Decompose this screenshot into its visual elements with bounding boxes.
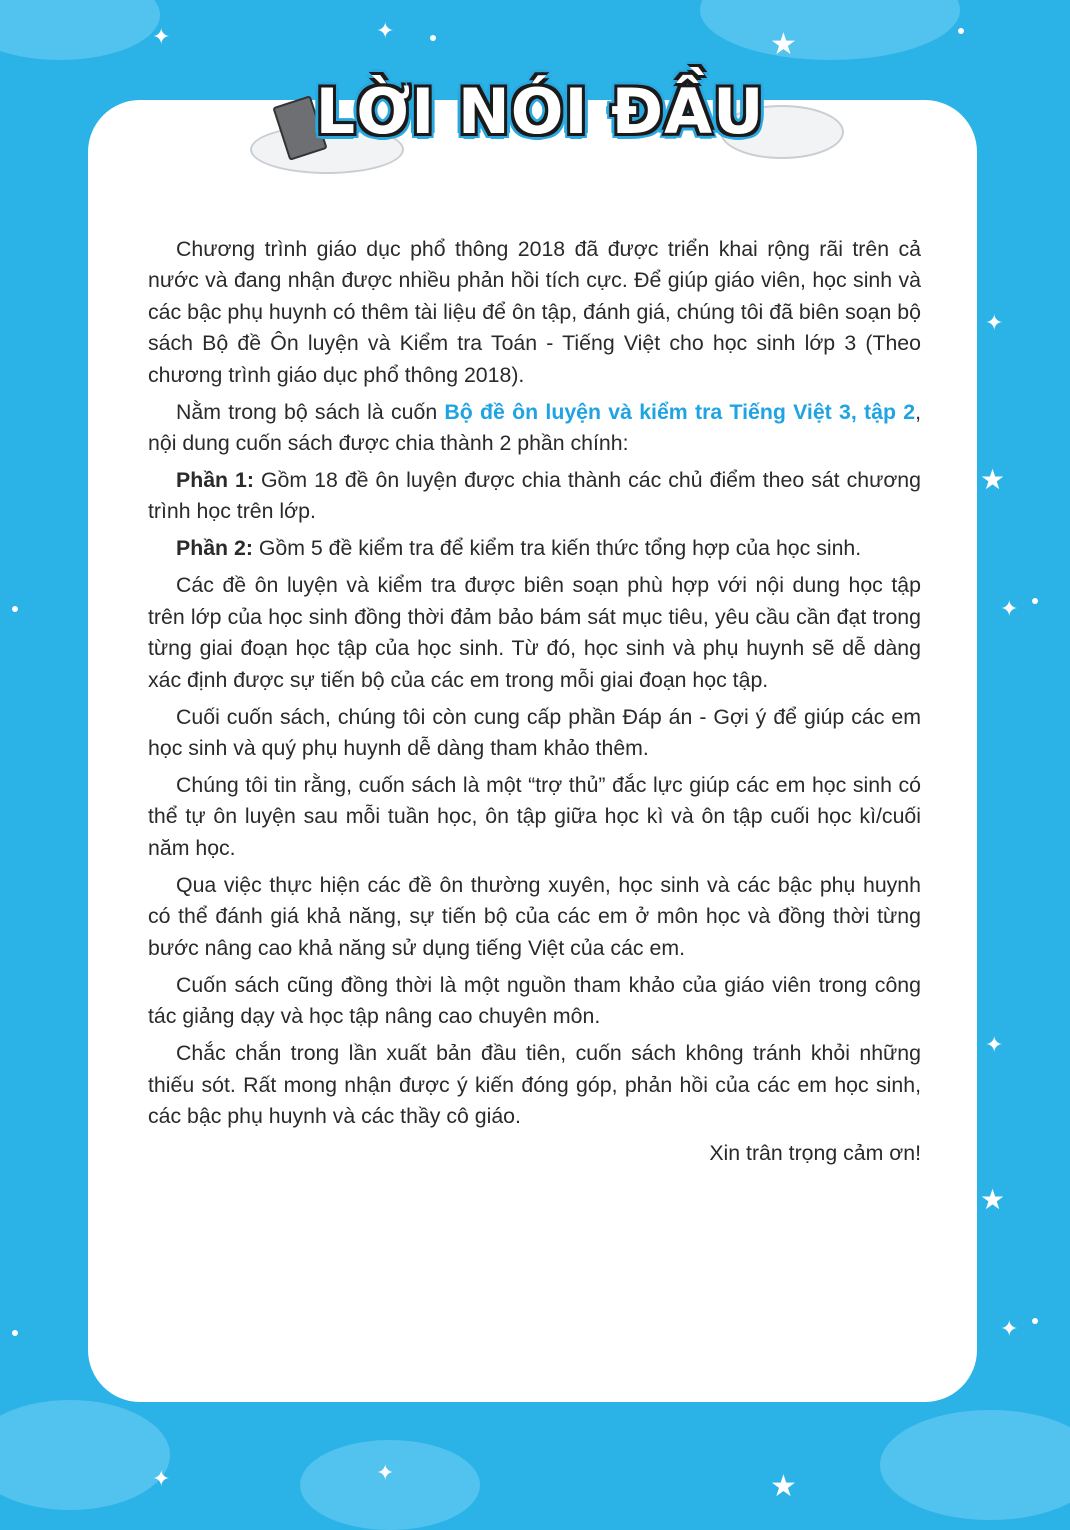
part-label: Phần 2: xyxy=(176,536,253,561)
cloud-decoration xyxy=(880,1410,1070,1520)
paragraph: Chắc chắn trong lần xuất bản đầu tiên, cuốn sách không tránh khỏi những thiếu sót. Rất mong nhận được ý kiến đóng góp, phản hồi của các em học sinh, các bậc phụ huynh và các thầy cô giáo. xyxy=(148,1041,921,1128)
cloud-decoration xyxy=(0,1400,170,1510)
cloud-decoration xyxy=(700,0,960,60)
star-icon: ✦ xyxy=(376,18,395,43)
text: Nằm trong bộ sách là cuốn xyxy=(176,399,445,424)
paragraph xyxy=(148,397,921,460)
cloud-decoration xyxy=(300,1440,480,1530)
star-icon: ★ xyxy=(770,1470,797,1503)
text: , nội dung cuốn sách được chia thành 2 phần chính: xyxy=(148,399,921,456)
part-label: Phần 1: xyxy=(176,468,254,493)
page-title: LỜI NÓI ĐẦU xyxy=(315,75,765,148)
paragraph: Qua việc thực hiện các đề ôn thường xuyên, học sinh và các bậc phụ huynh có thể đánh giá khả năng, sự tiến bộ của các em ở môn học và đồng thời từng bước nâng cao khả năng sử dụng tiếng Việt của các em. xyxy=(148,872,921,960)
star-icon: ✦ xyxy=(152,24,171,49)
dot-decoration xyxy=(430,35,436,41)
dot-decoration xyxy=(958,28,964,34)
star-icon: ✦ xyxy=(985,1032,1004,1057)
cloud-decoration xyxy=(0,0,160,60)
star-icon: ✦ xyxy=(152,1466,171,1491)
star-icon: ★ xyxy=(770,28,797,61)
paragraph xyxy=(148,533,921,564)
star-icon: ★ xyxy=(980,464,1006,495)
star-icon: ✦ xyxy=(1000,1316,1019,1341)
paragraph: Chương trình giáo dục phổ thông 2018 đã được triển khai rộng rãi trên cả nước và đang nhận được nhiều phản hồi tích cực. Để giúp giáo viên, học sinh và các bậc phụ huynh có thêm tài liệu để ôn tập, đánh giá, chúng tôi đã biên soạn bộ sách Bộ đề Ôn luyện và Kiểm tra Toán - Tiếng Việt cho học sinh lớp 3 (Theo chương trình giáo dục phổ thông 2018). xyxy=(148,237,921,387)
dot-decoration xyxy=(1032,1318,1038,1324)
paragraph: Cuối cuốn sách, chúng tôi còn cung cấp phần Đáp án - Gợi ý để giúp các em học sinh và quý phụ huynh dễ dàng tham khảo thêm. xyxy=(148,704,921,761)
star-icon: ★ xyxy=(980,1184,1006,1215)
dot-decoration xyxy=(12,606,18,612)
preface-body xyxy=(148,234,921,1175)
dot-decoration xyxy=(12,1330,18,1336)
paragraph: Các đề ôn luyện và kiểm tra được biên soạn phù hợp với nội dung học tập trên lớp của học sinh đồng thời đảm bảo bám sát mục tiêu, yêu cầu cần đạt trong từng giai đoạn học tập của học sinh. Từ đó, học sinh và phụ huynh sẽ dễ dàng xác định được sự tiến bộ của các em trong mỗi giai đoạn học tập. xyxy=(148,573,921,692)
paragraph: Cuốn sách cũng đồng thời là một nguồn tham khảo của giáo viên trong công tác giảng dạy và học tập nâng cao chuyên môn. xyxy=(148,972,921,1029)
text: Gồm 5 đề kiểm tra để kiểm tra kiến thức tổng hợp của học sinh. xyxy=(252,536,862,561)
closing-line: Xin trân trọng cảm ơn! xyxy=(709,1140,921,1165)
text: Gồm 18 đề ôn luyện được chia thành các chủ điểm theo sát chương trình học trên lớp. xyxy=(148,468,921,524)
paragraph: Chúng tôi tin rằng, cuốn sách là một “trợ thủ” đắc lực giúp các em học sinh có thể tự ôn luyện sau mỗi tuần học, ôn tập giữa học kì và ôn tập cuối học kì/cuối năm học. xyxy=(148,773,921,860)
star-icon: ✦ xyxy=(1000,596,1019,621)
paragraph xyxy=(148,465,921,528)
dot-decoration xyxy=(1032,598,1038,604)
star-icon: ✦ xyxy=(376,1460,395,1485)
title-banner xyxy=(250,55,840,175)
star-icon: ✦ xyxy=(985,310,1004,335)
book-title-highlight: Bộ đề ôn luyện và kiểm tra Tiếng Việt 3, tập 2 xyxy=(444,399,916,424)
